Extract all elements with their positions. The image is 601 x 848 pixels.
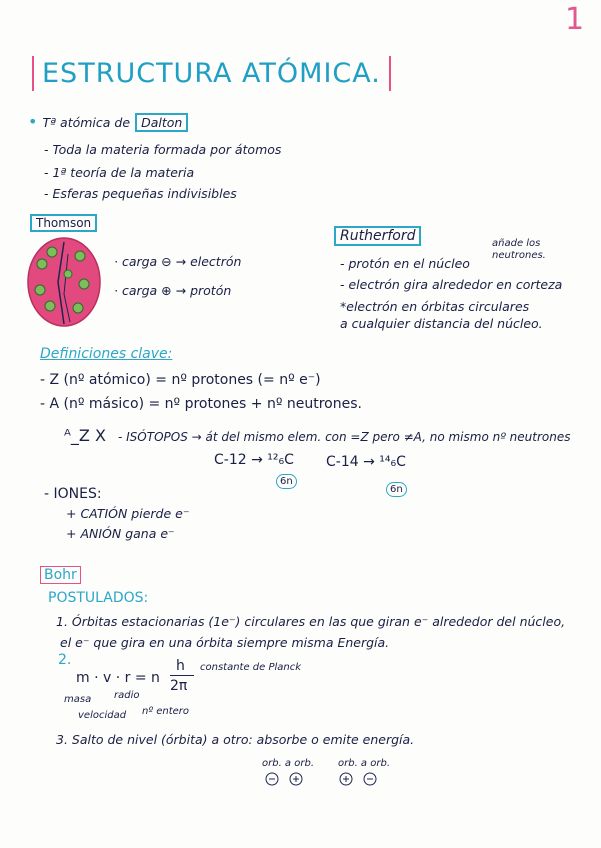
rutherford-note: añade los neutrones. [492,238,546,261]
cation-line: + CATIÓN pierde e⁻ [66,506,190,521]
rutherford-extra-1: *electrón en órbitas circulares [340,299,530,314]
postulate-1a: 1. Órbitas estacionarias (1e⁻) circulares en las que giran e⁻ alrededor del núcleo, [56,614,566,629]
fraction-bar [170,675,194,676]
bohr-label: Bohr [40,566,81,584]
postulate-3: 3. Salto de nivel (órbita) a otro: absorbe o emite energía. [56,732,415,747]
thomson-line-2: · carga ⊕ → protón [114,283,232,298]
neutron-badge-c12: 6n [276,474,297,489]
entero-label: nº entero [142,706,190,717]
velocidad-label: velocidad [78,710,127,721]
masa-label: masa [64,694,92,705]
thomson-line-1: · carga ⊖ → electrón [114,254,242,269]
dalton-prefix: Tª atómica de [42,115,131,130]
dalton-point-3: - Esferas pequeñas indivisibles [44,186,237,201]
orbit-sketch-icon [262,770,382,792]
dalton-point-1: - Toda la materia formada por átomos [44,142,282,157]
c14-example: C-14 → ¹⁴₆C [326,454,406,470]
dalton-name: Dalton [135,113,188,132]
page-title: ESTRUCTURA ATÓMICA. [32,56,391,91]
c12-example: C-12 → ¹²₆C [214,452,294,468]
orbit-transition-1: orb. a orb. [262,758,314,769]
rutherford-extra-2: a cualquier distancia del núcleo. [340,316,543,331]
orbit-transition-2: orb. a orb. [338,758,390,769]
isotopes-definition: - ISÓTOPOS → át del mismo elem. con =Z pero ≠A, no mismo nº neutrones [118,430,571,444]
thomson-label: Thomson [30,214,97,232]
nuclide-symbol: ᴬ_Z X [64,426,106,445]
rutherford-label: Rutherford [334,226,421,246]
rutherford-point-2: - electrón gira alrededor en corteza [340,277,563,292]
postulate-2-num: 2. [58,652,72,668]
ions-heading: - IONES: [44,486,102,502]
rutherford-point-1: - protón en el núcleo [340,256,470,271]
formula-numerator: h [176,658,185,674]
bullet-icon: • [28,112,38,131]
neutron-badge-c14: 6n [386,482,407,497]
planck-label: constante de Planck [200,662,302,673]
a-definition: - A (nº másico) = nº protones + nº neutrones. [40,396,362,412]
dalton-point-2: - 1ª teoría de la materia [44,165,195,180]
definitions-heading: Definiciones clave: [40,346,173,362]
z-definition: - Z (nº atómico) = nº protones (= nº e⁻) [40,372,321,388]
page-number: 1 [565,2,585,37]
dalton-heading [28,112,188,131]
postulate-1b: el e⁻ que gira en una órbita siempre misma Energía. [60,635,390,650]
plum-pudding-model [24,234,104,330]
formula-denominator: 2π [170,678,188,694]
radio-label: radio [114,690,140,701]
anion-line: + ANIÓN gana e⁻ [66,526,175,541]
bohr-formula: m · v · r = n [76,670,160,686]
postulates-heading: POSTULADOS: [48,590,149,606]
